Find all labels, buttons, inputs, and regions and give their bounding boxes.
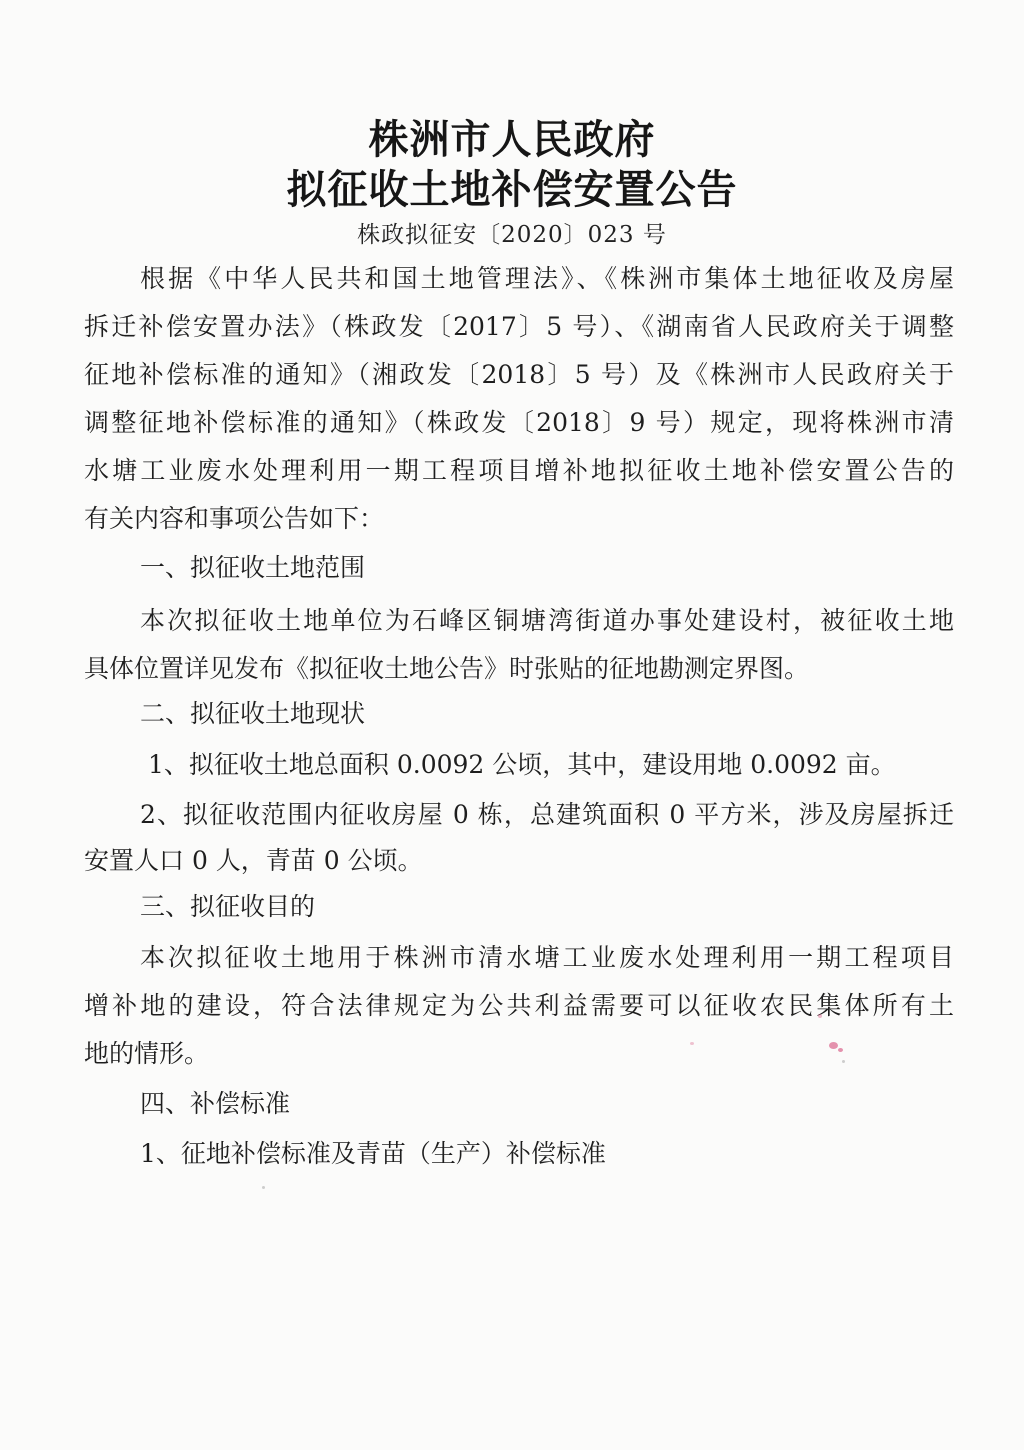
intro-line-3: 征地补偿标准的通知》（湘政发〔2018〕5 号）及《株洲市人民政府关于 [84,360,954,389]
section1-heading: 一、拟征收土地范围 [140,553,366,582]
seal-ink-mark [838,1048,843,1052]
section3-heading: 三、拟征收目的 [140,892,316,921]
intro-line-5: 水塘工业废水处理利用一期工程项目增补地拟征收土地补偿安置公告的 [84,456,954,485]
seal-ink-mark [818,1014,822,1018]
section2-item2-line-1: 2、拟征收范围内征收房屋 0 栋，总建筑面积 0 平方米，涉及房屋拆迁 [140,800,954,829]
section1-line-2: 具体位置详见发布《拟征收土地公告》时张贴的征地勘测定界图。 [84,654,810,683]
document-title-line2: 拟征收土地补偿安置公告 [286,167,738,213]
intro-line-6: 有关内容和事项公告如下： [84,504,385,533]
intro-line-1: 根据《中华人民共和国土地管理法》、《株洲市集体土地征收及房屋 [140,264,954,293]
document-title-line1: 株洲市人民政府 [368,117,656,163]
intro-line-2: 拆迁补偿安置办法》（株政发〔2017〕5 号）、《湖南省人民政府关于调整 [84,312,954,341]
section3-line-1: 本次拟征收土地用于株洲市清水塘工业废水处理利用一期工程项目 [140,943,954,972]
section3-line-2: 增补地的建设，符合法律规定为公共利益需要可以征收农民集体所有土 [84,991,954,1020]
seal-ink-mark [690,1042,694,1045]
section1-line-1: 本次拟征收土地单位为石峰区铜塘湾街道办事处建设村，被征收土地 [140,606,954,635]
document-number: 株政拟征安〔2020〕023 号 [357,222,667,248]
section4-heading: 四、补偿标准 [140,1089,291,1118]
section2-item2-line-2: 安置人口 0 人，青苗 0 公顷。 [84,846,423,875]
section2-heading: 二、拟征收土地现状 [140,699,366,728]
seal-ink-mark [829,1042,838,1049]
intro-line-4: 调整征地补偿标准的通知》（株政发〔2018〕9 号）规定，现将株洲市清 [84,408,954,437]
section2-item1: 1、拟征收土地总面积 0.0092 公顷，其中，建设用地 0.0092 亩。 [148,750,896,779]
section3-line-3: 地的情形。 [84,1039,210,1068]
paper-speck [842,1060,845,1063]
paper-speck [262,1186,265,1189]
section4-item1: 1、征地补偿标准及青苗（生产）补偿标准 [140,1139,606,1168]
